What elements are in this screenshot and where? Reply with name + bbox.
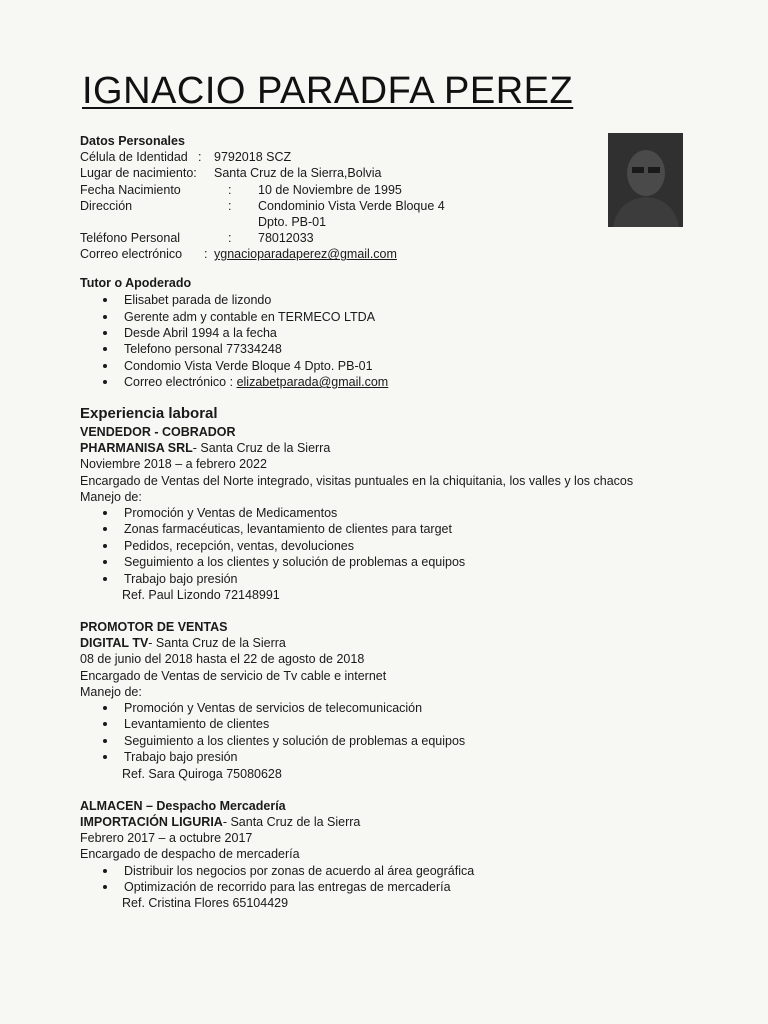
job-entry [80, 798, 740, 912]
list-item: Optimización de recorrido para las entregas de mercadería [80, 879, 740, 895]
row-colon: : [204, 247, 208, 262]
row-value: Dpto. PB-01 [258, 214, 327, 229]
row-colon: : [198, 150, 202, 165]
list-item: Seguimiento a los clientes y solución de problemas a equipos [80, 733, 740, 749]
job-description: Encargado de Ventas del Norte integrado, visitas puntuales en la chiquitania, los valles y los chacos [80, 473, 634, 488]
job-location: - Santa Cruz de la Sierra [222, 814, 361, 829]
address-row-2 [80, 214, 540, 230]
job-period: 08 de junio del 2018 hasta el 22 de agosto de 2018 [80, 652, 365, 667]
list-item: Trabajo bajo presión [80, 571, 740, 587]
job-manejo: Manejo de: [80, 684, 142, 699]
job-manejo: Manejo de: [80, 489, 142, 504]
job-description: Encargado de despacho de mercadería [80, 847, 300, 862]
job-company: PHARMANISA SRL [80, 441, 193, 456]
id-row [80, 149, 540, 165]
row-label: Correo electrónico [80, 247, 183, 262]
list-item: Elisabet parada de lizondo [80, 292, 680, 308]
list-item: Trabajo bajo presión [80, 749, 740, 765]
tutor-section [80, 275, 680, 391]
email-row [80, 246, 540, 262]
row-value: Condominio Vista Verde Bloque 4 [258, 198, 445, 213]
list-item: Desde Abril 1994 a la fecha [80, 325, 680, 341]
phone-row [80, 230, 540, 246]
experience-title: Experiencia laboral [80, 405, 218, 422]
job-location: - Santa Cruz de la Sierra [192, 441, 331, 456]
job-duties [80, 505, 740, 587]
job-description: Encargado de Ventas de servicio de Tv cable e internet [80, 668, 387, 683]
job-entry [80, 424, 740, 603]
job-reference: Ref. Sara Quiroga 75080628 [122, 766, 282, 781]
job-role: VENDEDOR - COBRADOR [80, 425, 236, 439]
list-item: Pedidos, recepción, ventas, devoluciones [80, 538, 740, 554]
list-item: Zonas farmacéuticas, levantamiento de clientes para target [80, 521, 740, 537]
job-role: ALMACEN – Despacho Mercadería [80, 798, 286, 813]
job-location: - Santa Cruz de la Sierra [148, 636, 286, 651]
birthplace-row [80, 165, 540, 181]
job-company-line [80, 440, 740, 456]
list-item: Levantamiento de clientes [80, 716, 740, 732]
row-colon: : [228, 182, 232, 197]
job-reference: Ref. Cristina Flores 65104429 [122, 896, 289, 911]
tutor-email-label: Correo electrónico : [124, 375, 237, 390]
list-item: Promoción y Ventas de servicios de telecomunicación [80, 700, 740, 716]
job-reference: Ref. Paul Lizondo 72148991 [122, 587, 280, 602]
row-label: Lugar de nacimiento: [80, 166, 197, 181]
list-item: Gerente adm y contable en TERMECO LTDA [80, 309, 680, 325]
row-label: Célula de Identidad [80, 150, 188, 165]
list-item [80, 374, 680, 390]
job-entry [80, 619, 740, 782]
tutor-title: Tutor o Apoderado [80, 276, 192, 290]
list-item: Telefono personal 77334248 [80, 341, 680, 357]
row-colon: : [228, 231, 232, 246]
list-item: Distribuir los negocios por zonas de acuerdo al área geográfica [80, 863, 740, 879]
row-value: 10 de Noviembre de 1995 [258, 182, 402, 197]
profile-photo [608, 133, 683, 227]
list-item: Promoción y Ventas de Medicamentos [80, 505, 740, 521]
row-value: 9792018 SCZ [214, 150, 292, 165]
address-row [80, 198, 540, 214]
row-value: Santa Cruz de la Sierra,Bolvia [214, 166, 382, 181]
list-item: Condomio Vista Verde Bloque 4 Dpto. PB-01 [80, 358, 680, 374]
job-company-line [80, 635, 740, 651]
row-label: Teléfono Personal [80, 231, 181, 246]
list-item: Seguimiento a los clientes y solución de problemas a equipos [80, 554, 740, 570]
birthdate-row [80, 182, 540, 198]
person-name: IGNACIO PARADFA PEREZ [82, 70, 574, 112]
row-label: Fecha Nacimiento [80, 182, 181, 197]
row-label: Dirección [80, 198, 133, 213]
job-company-line [80, 814, 740, 830]
job-period: Febrero 2017 – a octubre 2017 [80, 831, 253, 846]
personal-data-title: Datos Personales [80, 134, 185, 148]
row-value: 78012033 [258, 231, 314, 246]
person-photo-icon [608, 133, 683, 227]
personal-data-section [80, 133, 540, 263]
experience-section [80, 406, 740, 912]
job-role: PROMOTOR DE VENTAS [80, 620, 228, 635]
tutor-email-link[interactable]: elizabetparada@gmail.com [236, 375, 389, 390]
job-company: IMPORTACIÓN LIGURIA [80, 814, 223, 829]
job-period: Noviembre 2018 – a febrero 2022 [80, 457, 267, 472]
row-colon: : [228, 198, 232, 213]
job-company: DIGITAL TV [80, 636, 149, 651]
job-duties [80, 700, 740, 766]
tutor-list [80, 292, 680, 390]
job-duties [80, 863, 740, 896]
email-link[interactable]: ygnacioparadaperez@gmail.com [214, 247, 397, 262]
